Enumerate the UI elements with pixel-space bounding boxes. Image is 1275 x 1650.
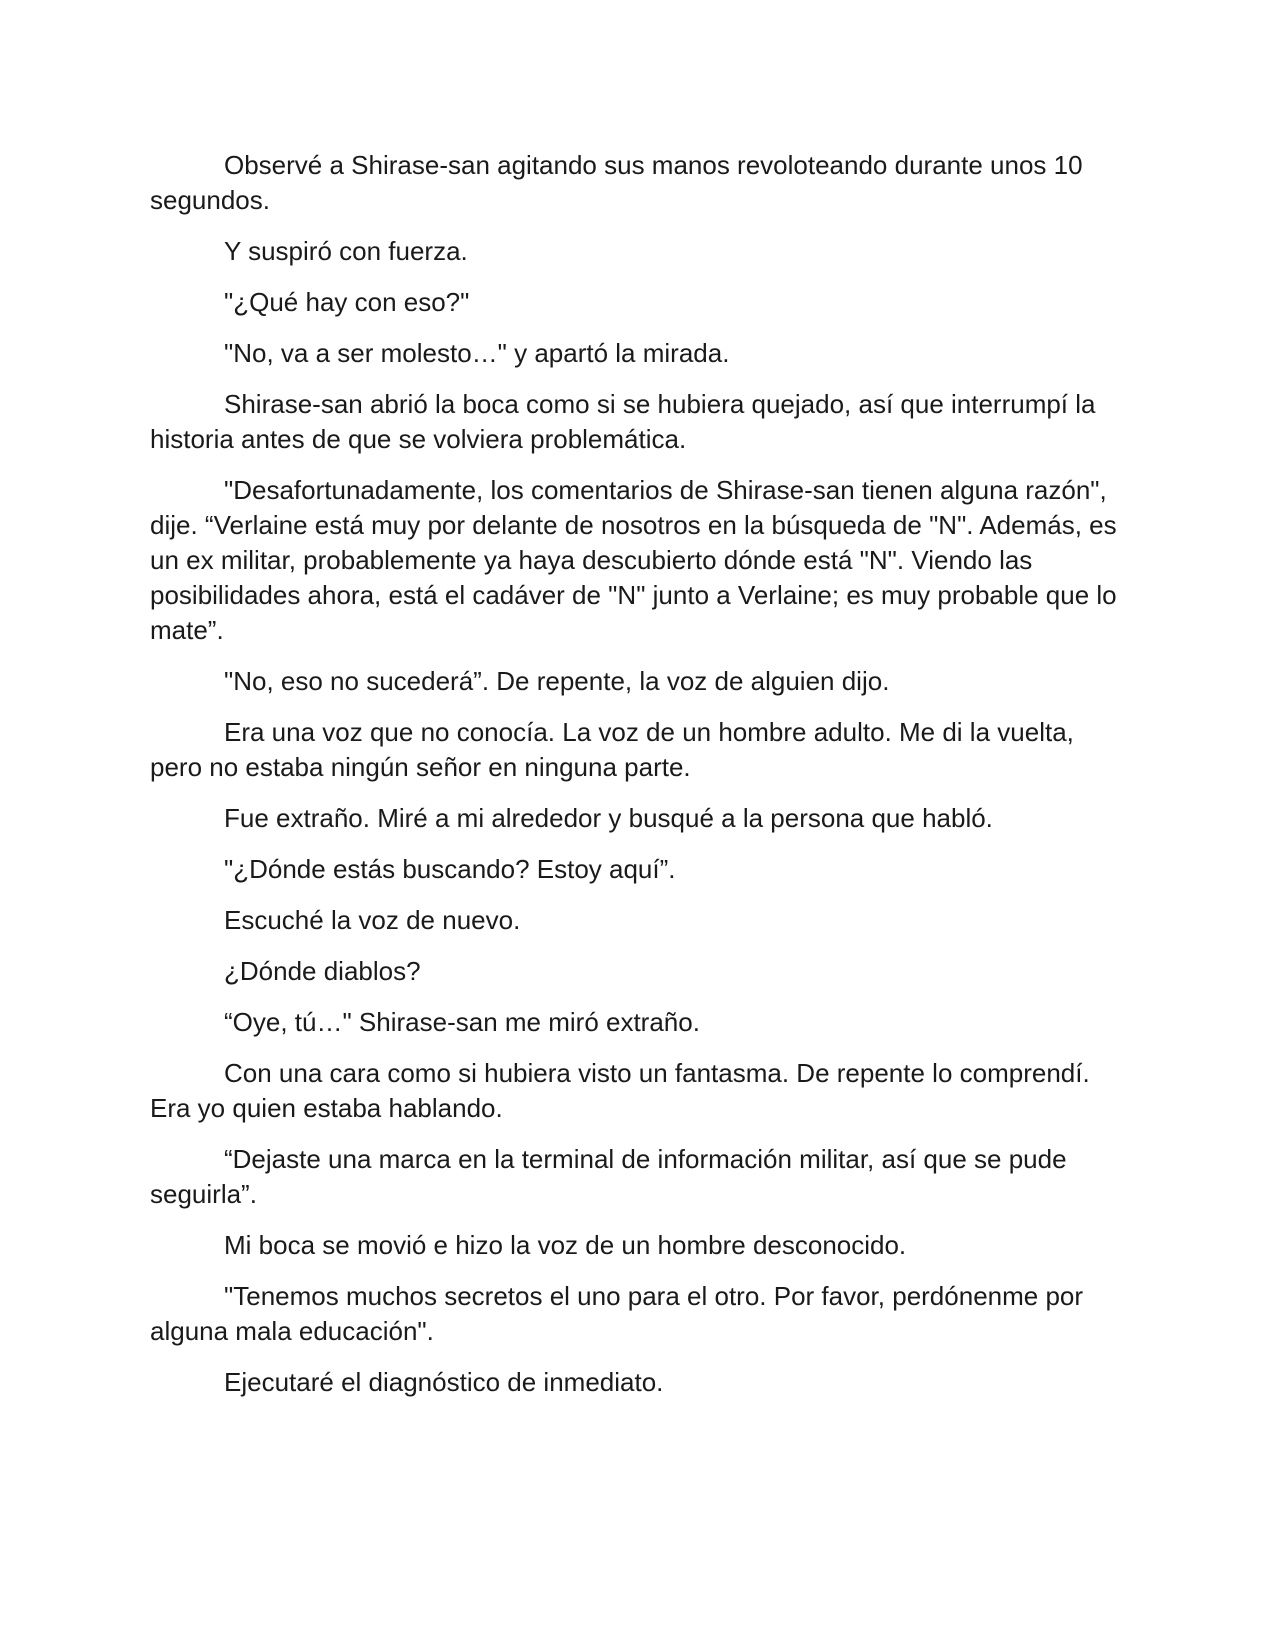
- paragraph: ¿Dónde diablos?: [224, 956, 421, 986]
- paragraph: Shirase-san abrió la boca como si se hubiera quejado, así que interrumpí la historia antes de que se volviera problemática.: [150, 389, 1096, 454]
- paragraph: "¿Dónde estás buscando? Estoy aquí”.: [224, 854, 676, 884]
- paragraph: "Desafortunadamente, los comentarios de Shirase-san tienen alguna razón", dije. “Verlaine está muy por delante de nosotros en la búsqueda de "N". Además, es un ex militar, probablemente ya haya descubierto dónde está "N". Viendo las posibilidades ahora, está el cadáver de "N" junto a Verlaine; es muy probable que lo mate”.: [150, 475, 1117, 645]
- paragraph: Ejecutaré el diagnóstico de inmediato.: [224, 1367, 664, 1397]
- paragraph: “Dejaste una marca en la terminal de información militar, así que se pude seguirla”.: [150, 1144, 1067, 1209]
- paragraph: Era una voz que no conocía. La voz de un hombre adulto. Me di la vuelta, pero no estaba ningún señor en ninguna parte.: [150, 717, 1074, 782]
- paragraph: Escuché la voz de nuevo.: [224, 905, 521, 935]
- paragraph: “Oye, tú…" Shirase-san me miró extraño.: [224, 1007, 700, 1037]
- paragraph: "¿Qué hay con eso?": [224, 287, 470, 317]
- paragraph: "No, eso no sucederá”. De repente, la voz de alguien dijo.: [224, 666, 890, 696]
- paragraph: Mi boca se movió e hizo la voz de un hombre desconocido.: [224, 1230, 907, 1260]
- paragraph: "No, va a ser molesto…" y apartó la mirada.: [224, 338, 730, 368]
- paragraph: Observé a Shirase-san agitando sus manos revoloteando durante unos 10 segundos.: [150, 150, 1083, 215]
- document-body: [150, 148, 1132, 1416]
- paragraph: Con una cara como si hubiera visto un fantasma. De repente lo comprendí. Era yo quien estaba hablando.: [150, 1058, 1090, 1123]
- paragraph: "Tenemos muchos secretos el uno para el otro. Por favor, perdónenme por alguna mala educación".: [150, 1281, 1084, 1346]
- paragraph: Fue extraño. Miré a mi alrededor y busqué a la persona que habló.: [224, 803, 993, 833]
- paragraph: Y suspiró con fuerza.: [224, 236, 468, 266]
